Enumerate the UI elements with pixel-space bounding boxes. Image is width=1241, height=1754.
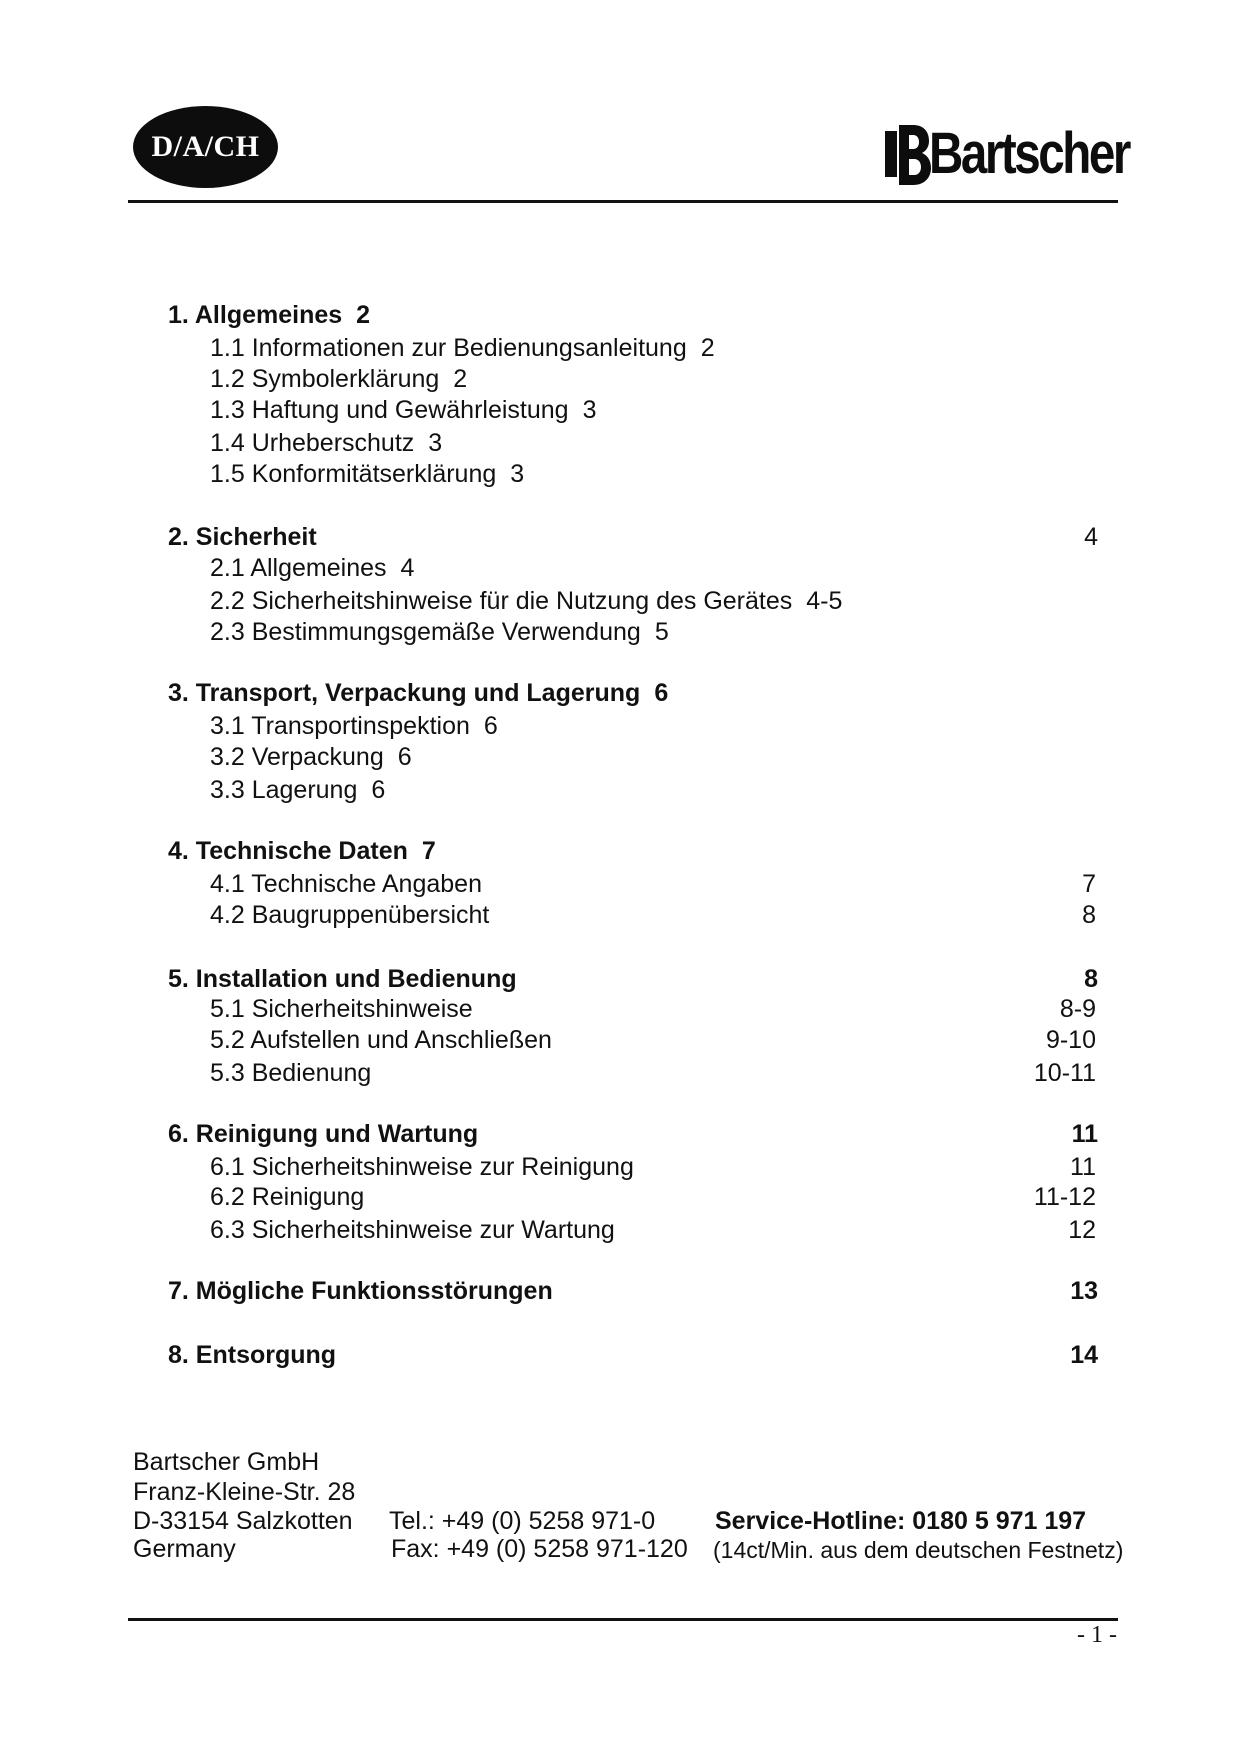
region-badge-label: D/A/CH xyxy=(151,130,260,163)
toc-page-number: 3 xyxy=(510,459,525,488)
toc-entry[interactable] xyxy=(168,333,1098,363)
toc-page-number: 2 xyxy=(453,364,468,393)
company-name: Bartscher GmbH xyxy=(133,1448,320,1476)
toc-entry[interactable] xyxy=(168,553,1098,583)
toc-entry-title: 6.1 Sicherheitshinweise zur Reinigung xyxy=(210,1152,634,1181)
toc-page-number: 3 xyxy=(582,395,597,424)
toc-entry-title: 3.3 Lagerung xyxy=(210,775,358,804)
toc-entry[interactable] xyxy=(168,711,1098,741)
toc-entry-title: 3.2 Verpackung xyxy=(210,742,384,771)
toc-page-number: 14 xyxy=(1070,1340,1098,1369)
toc-entry-title: 1.1 Informationen zur Bedienungsanleitung xyxy=(210,333,687,362)
toc-entry-title: 5. Installation und Bedienung xyxy=(168,964,517,993)
toc-entry[interactable] xyxy=(168,364,1098,394)
page-number: - 1 - xyxy=(1077,1622,1117,1648)
toc-entry[interactable] xyxy=(168,1215,1098,1245)
toc-page-number: 5 xyxy=(654,617,669,646)
toc-entry-title: 3.1 Transportinspektion xyxy=(210,711,470,740)
toc-page-number: 11 xyxy=(1070,1152,1096,1181)
toc-section-heading[interactable] xyxy=(168,964,1098,994)
toc-entry-title: 8. Entsorgung xyxy=(168,1340,337,1369)
region-badge xyxy=(133,106,278,188)
toc-entry-title: 2.2 Sicherheitshinweise für die Nutzung des Gerätes xyxy=(210,586,793,615)
toc-entry-title: 3. Transport, Verpackung und Lagerung xyxy=(168,678,641,707)
toc-entry-title: 2.3 Bestimmungsgemäße Verwendung xyxy=(210,617,641,646)
telephone: Tel.: +49 (0) 5258 971-0 xyxy=(389,1507,656,1535)
toc-entry-title: 4. Technische Daten xyxy=(168,836,408,865)
toc-entry-title: 6.3 Sicherheitshinweise zur Wartung xyxy=(210,1215,615,1244)
toc-entry[interactable] xyxy=(168,775,1098,805)
toc-entry[interactable] xyxy=(168,617,1098,647)
toc-entry-title: 1.3 Haftung und Gewährleistung xyxy=(210,395,569,424)
toc-page-number: 4 xyxy=(1084,522,1098,551)
toc-entry[interactable] xyxy=(168,1058,1098,1088)
toc-entry-title: 1.5 Konformitätserklärung xyxy=(210,459,497,488)
toc-section-heading[interactable] xyxy=(168,1276,1098,1306)
toc-entry-title: 7. Mögliche Funktionsstörungen xyxy=(168,1276,553,1305)
toc-entry-title: 6. Reinigung und Wartung xyxy=(168,1119,479,1148)
toc-page-number: 8-9 xyxy=(1059,994,1096,1023)
brand-logo-text: Bartscher xyxy=(929,121,1129,186)
toc-page-number: 4-5 xyxy=(806,586,843,615)
toc-entry-title: 1.2 Symbolerklärung xyxy=(210,364,440,393)
toc-entry-title: 5.1 Sicherheitshinweise xyxy=(210,994,473,1023)
toc-section-heading[interactable] xyxy=(168,1340,1098,1370)
street-address: Franz-Kleine-Str. 28 xyxy=(133,1478,356,1506)
header-rule xyxy=(128,200,1118,203)
toc-section-heading[interactable] xyxy=(168,300,1098,330)
toc-entry[interactable] xyxy=(168,742,1098,772)
toc-entry[interactable] xyxy=(168,869,1098,899)
toc-page-number: 2 xyxy=(356,300,371,329)
toc-entry-title: 5.3 Bedienung xyxy=(210,1058,372,1087)
toc-page-number: 2 xyxy=(700,333,715,362)
toc-section-heading[interactable] xyxy=(168,522,1098,552)
toc-page-number: 11 xyxy=(1071,1119,1098,1148)
toc-page-number: 3 xyxy=(428,428,443,457)
logo-mark-icon xyxy=(885,119,931,189)
toc-page-number: 7 xyxy=(421,836,436,865)
city-address: D-33154 Salzkotten xyxy=(133,1507,353,1535)
toc-page-number: 8 xyxy=(1084,964,1098,993)
toc-page-number: 11-12 xyxy=(1033,1182,1096,1211)
toc-page-number: 13 xyxy=(1070,1276,1098,1305)
toc-page-number: 6 xyxy=(397,742,412,771)
toc-section-heading[interactable] xyxy=(168,836,1098,866)
service-hotline: Service-Hotline: 0180 5 971 197 xyxy=(715,1507,1087,1535)
toc-entry[interactable] xyxy=(168,586,1098,616)
brand-logo xyxy=(885,116,1173,192)
toc-entry[interactable] xyxy=(168,1025,1098,1055)
toc-section-heading[interactable] xyxy=(168,1119,1098,1149)
toc-page-number: 6 xyxy=(483,711,498,740)
fax: Fax: +49 (0) 5258 971-120 xyxy=(391,1535,688,1563)
hotline-note: (14ct/Min. aus dem deutschen Festnetz) xyxy=(713,1537,1124,1563)
toc-section-heading[interactable] xyxy=(168,678,1098,708)
toc-entry[interactable] xyxy=(168,459,1098,489)
toc-page-number: 6 xyxy=(371,775,386,804)
toc-entry-title: 4.2 Baugruppenübersicht xyxy=(210,900,490,929)
footer-rule xyxy=(128,1618,1118,1621)
toc-page-number: 7 xyxy=(1082,869,1096,898)
toc-page-number: 9-10 xyxy=(1045,1025,1096,1054)
toc-page-number: 10-11 xyxy=(1033,1058,1096,1087)
toc-entry-title: 5.2 Aufstellen und Anschließen xyxy=(210,1025,552,1054)
toc-entry-title: 2. Sicherheit xyxy=(168,522,317,551)
toc-entry-title: 1. Allgemeines xyxy=(168,300,343,329)
toc-page-number: 6 xyxy=(654,678,669,707)
toc-entry[interactable] xyxy=(168,900,1098,930)
toc-page-number: 12 xyxy=(1068,1215,1096,1244)
country: Germany xyxy=(133,1535,236,1563)
toc-entry-title: 2.1 Allgemeines xyxy=(210,553,387,582)
toc-entry[interactable] xyxy=(168,1182,1098,1212)
toc-entry[interactable] xyxy=(168,994,1098,1024)
toc-entry[interactable] xyxy=(168,395,1098,425)
toc-page-number: 8 xyxy=(1082,900,1096,929)
toc-entry[interactable] xyxy=(168,428,1098,458)
toc-entry-title: 1.4 Urheberschutz xyxy=(210,428,415,457)
toc-entry[interactable] xyxy=(168,1152,1098,1182)
toc-entry-title: 6.2 Reinigung xyxy=(210,1182,365,1211)
toc-entry-title: 4.1 Technische Angaben xyxy=(210,869,482,898)
toc-page-number: 4 xyxy=(400,553,415,582)
